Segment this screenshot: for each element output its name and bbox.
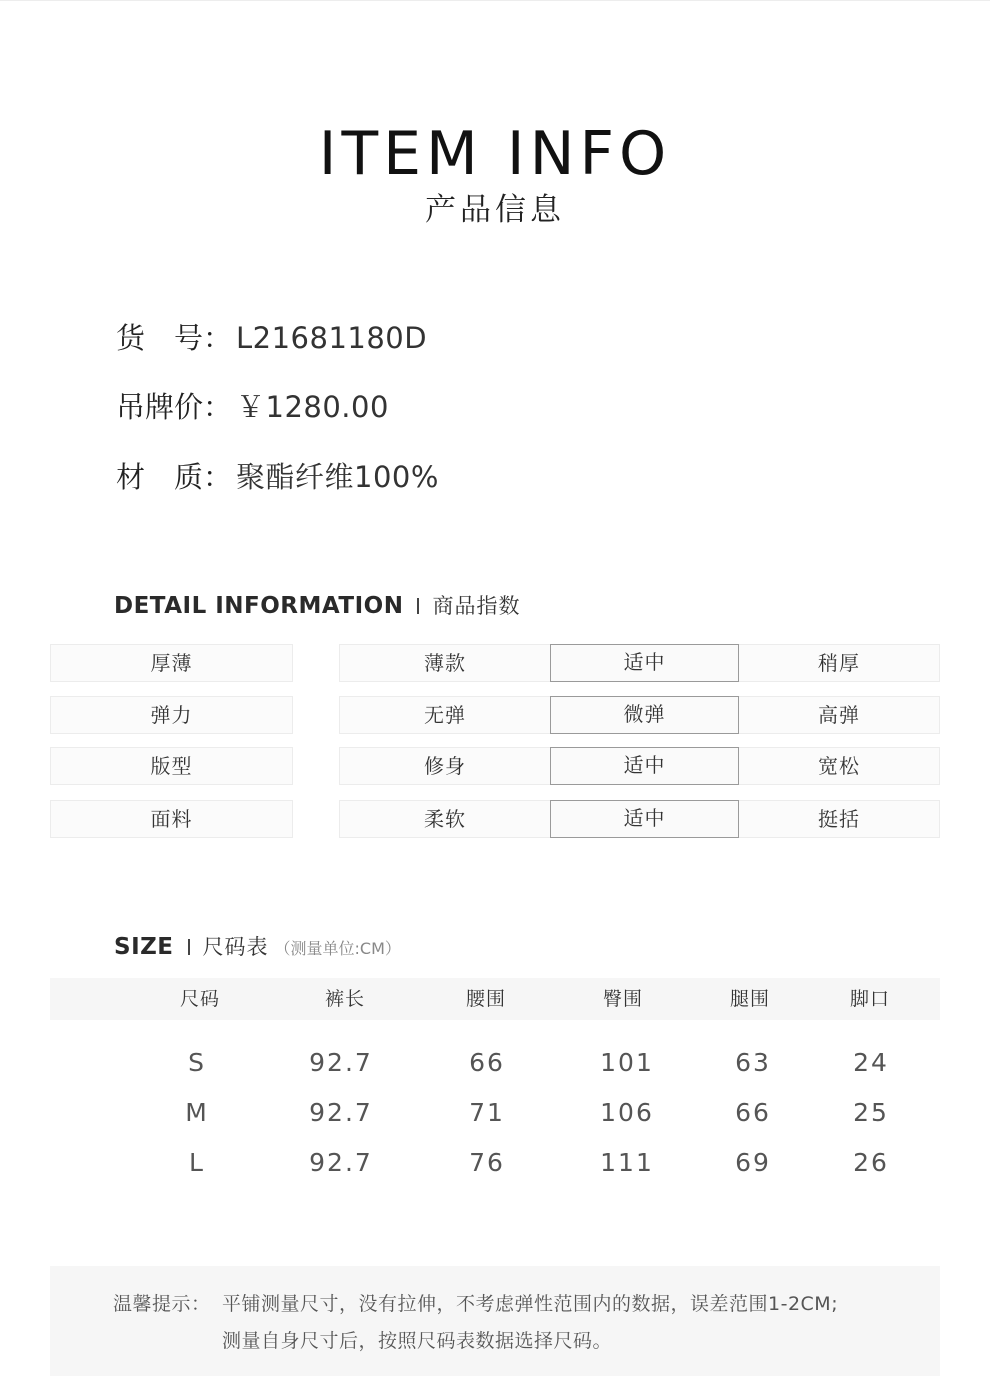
heading-separator	[188, 939, 190, 955]
size-cell: L	[189, 1148, 205, 1177]
info-row-sku	[116, 316, 427, 360]
detail-option-selected: 微弹	[550, 696, 739, 734]
detail-option: 薄款	[339, 644, 551, 682]
size-cell: 66	[735, 1098, 771, 1127]
size-cell: 71	[469, 1098, 505, 1127]
tips-line-1: 平铺测量尺寸，没有拉伸，不考虑弹性范围内的数据，误差范围1-2CM;	[222, 1293, 839, 1315]
page-title-en: ITEM INFO	[318, 119, 672, 189]
detail-option-selected: 适中	[550, 747, 739, 785]
tips-label: 温馨提示：	[113, 1293, 211, 1315]
size-header-cell: 臀围	[602, 988, 643, 1010]
info-row-price	[116, 385, 389, 429]
size-cell: S	[188, 1048, 206, 1077]
size-heading-en: SIZE	[114, 934, 174, 960]
price-value: ￥1280.00	[236, 390, 389, 424]
detail-option: 稍厚	[738, 644, 940, 682]
detail-heading-en: DETAIL INFORMATION	[114, 593, 404, 619]
size-section-heading	[114, 932, 401, 962]
material-label: 材 质：	[116, 460, 233, 494]
size-unit-note: （测量单位:CM）	[274, 939, 401, 958]
size-cell: 25	[853, 1098, 889, 1127]
size-header-cell: 尺码	[179, 988, 220, 1010]
size-cell: 24	[853, 1048, 889, 1077]
detail-option: 柔软	[339, 800, 551, 838]
size-header-cell: 腰围	[465, 988, 506, 1010]
detail-section-heading	[114, 591, 520, 621]
detail-row-label: 弹力	[50, 696, 293, 734]
page-title-cn: 产品信息	[425, 192, 565, 228]
size-cell: M	[185, 1098, 209, 1127]
size-cell: 92.7	[309, 1048, 373, 1077]
detail-option: 高弹	[738, 696, 940, 734]
detail-option-selected: 适中	[550, 800, 739, 838]
detail-heading-cn: 商品指数	[432, 594, 521, 618]
size-cell: 26	[853, 1148, 889, 1177]
material-value: 聚酯纤维100%	[236, 460, 439, 494]
detail-option: 无弹	[339, 696, 551, 734]
detail-row-label: 厚薄	[50, 644, 293, 682]
sku-value: L21681180D	[236, 321, 428, 355]
sku-label: 货 号：	[116, 321, 233, 355]
size-cell: 101	[600, 1048, 654, 1077]
detail-option: 宽松	[738, 747, 940, 785]
size-cell: 69	[735, 1148, 771, 1177]
detail-row-label: 面料	[50, 800, 293, 838]
size-header-cell: 腿围	[729, 988, 770, 1010]
heading-separator	[417, 598, 419, 614]
detail-option: 修身	[339, 747, 551, 785]
size-header-cell: 裤长	[324, 988, 365, 1010]
size-cell: 63	[735, 1048, 771, 1077]
size-cell: 76	[469, 1148, 505, 1177]
info-row-material	[116, 455, 439, 499]
size-cell: 92.7	[309, 1098, 373, 1127]
tips-line-2: 测量自身尺寸后，按照尺码表数据选择尺码。	[222, 1330, 613, 1352]
size-header-cell: 脚口	[849, 988, 890, 1010]
size-cell: 66	[469, 1048, 505, 1077]
top-divider	[0, 0, 990, 1]
detail-row-label: 版型	[50, 747, 293, 785]
size-heading-cn: 尺码表	[202, 935, 269, 959]
size-cell: 111	[600, 1148, 654, 1177]
size-cell: 92.7	[309, 1148, 373, 1177]
detail-option: 挺括	[738, 800, 940, 838]
detail-option-selected: 适中	[550, 644, 739, 682]
price-label: 吊牌价：	[116, 390, 233, 424]
size-cell: 106	[600, 1098, 654, 1127]
